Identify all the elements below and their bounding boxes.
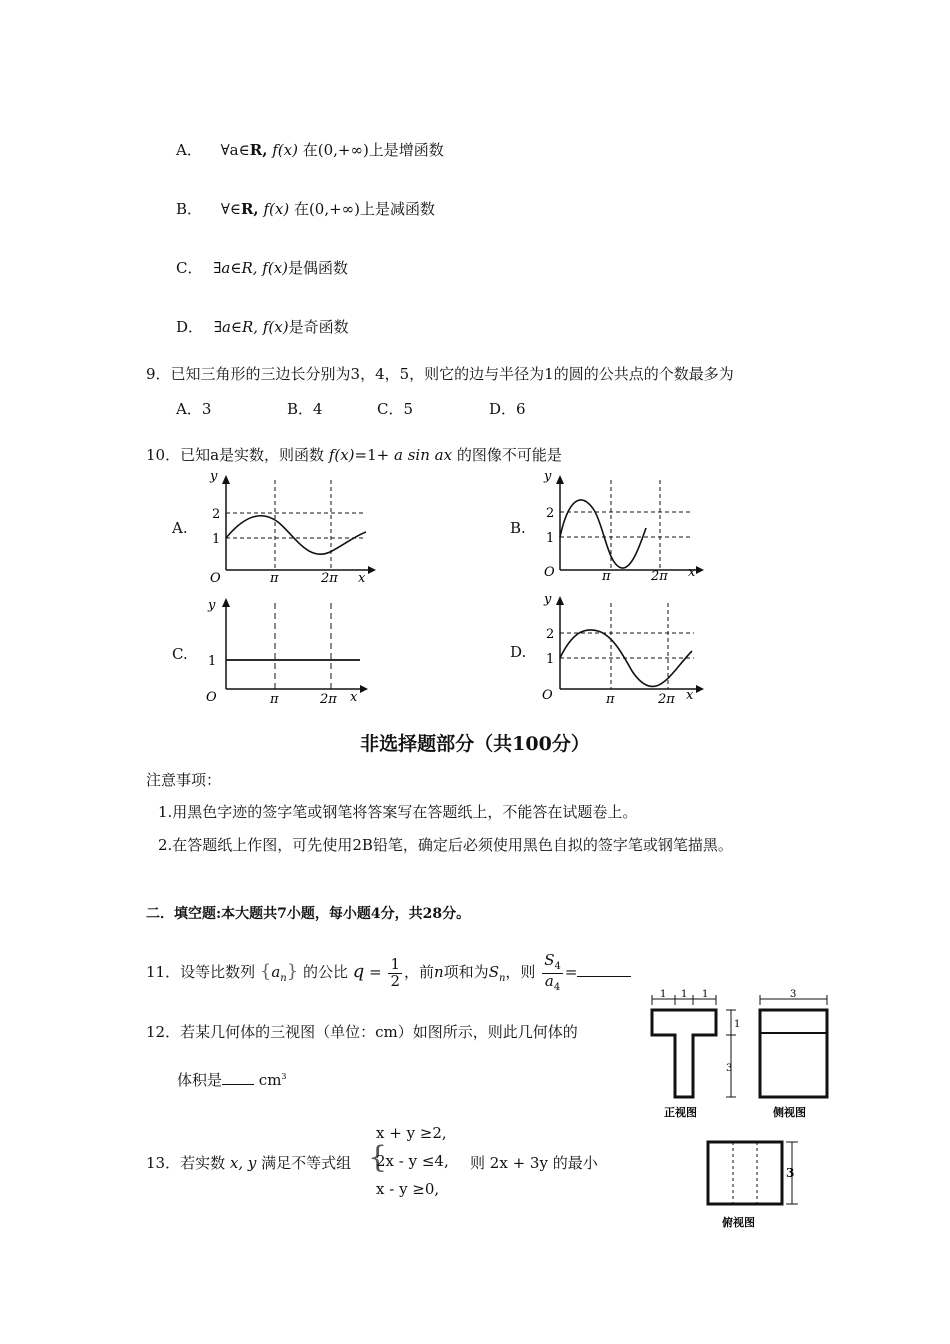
q12-unit: cm [258, 1071, 282, 1089]
q10-stem [146, 444, 562, 465]
q11-q: q [352, 961, 365, 982]
q11-eq: = [369, 963, 382, 981]
option-statement: 是偶函数 [288, 259, 349, 277]
tick-1: 1 [208, 654, 217, 669]
q9-option-a: A．3 [176, 400, 212, 418]
q11-stem: 11．设等比数列 $\{a_n\}$ 的公比 q = $\frac{1}{2}$ ，前n项和为$S_n$，则 $\frac{S_4}{a_4}$ = [146, 948, 631, 1003]
side-view-shape [760, 1010, 827, 1097]
q10-suffix: 的图像不可能是 [456, 446, 562, 464]
q10-expr: a sin ax [394, 446, 453, 464]
x-label: x [686, 688, 694, 703]
tick-pi: π [270, 692, 279, 707]
tick-pi: π [602, 569, 611, 584]
q10-prefix: 10．已知a是实数，则函数 [146, 446, 325, 464]
q11-prefix: 11．设等比数列 [146, 963, 256, 981]
y-label: y [210, 470, 218, 484]
tick-2: 2 [546, 627, 555, 642]
q11-answer-blank[interactable] [577, 976, 631, 977]
q8-option-b [176, 198, 435, 219]
frac-numerator: 1 [390, 954, 400, 973]
tick-2: 2 [212, 507, 221, 522]
graph-c-label: C. [172, 645, 188, 663]
top-view-shape [708, 1142, 782, 1204]
graph-b [536, 470, 716, 585]
y-label: y [544, 593, 552, 607]
option-quantifier: ∀a∈ [220, 141, 250, 159]
q11-ratio-text: 的公比 [302, 963, 348, 981]
x-axis-arrow [360, 685, 368, 693]
q11-s-sub: n [498, 973, 506, 984]
option-set: R, [249, 141, 268, 159]
tick-2pi: 2π [320, 692, 337, 707]
q11-then: ，则 [505, 963, 536, 981]
q12-unit-sup: 3 [281, 1072, 287, 1081]
option-label: A． [176, 141, 202, 159]
q11-mid: ，前 [403, 963, 434, 981]
three-view-figure [640, 985, 840, 1235]
q10-func: f(x) [328, 446, 355, 464]
frac-denominator-sub: 4 [553, 981, 561, 993]
graph-b-label: B. [510, 519, 526, 537]
x-label: x [350, 690, 358, 705]
q9-option-d: D．6 [489, 400, 526, 418]
q13-tail-pre: 则 [470, 1154, 486, 1172]
q11-seq-sub: n [280, 973, 287, 984]
option-label: C． [176, 259, 203, 277]
graph-c [200, 593, 380, 708]
q10-eq: =1+ [354, 446, 390, 464]
graph-a [200, 470, 380, 585]
q11-mid2: 项和为 [443, 963, 489, 981]
y-axis-arrow [556, 475, 564, 484]
section-title: 非选择题部分（共100分） [360, 733, 590, 755]
frac-numerator-sub: 4 [554, 961, 561, 972]
x-axis-arrow [368, 566, 376, 574]
tick-pi: π [606, 692, 615, 707]
y-axis-arrow [222, 598, 230, 607]
x-label: x [358, 571, 366, 585]
dim-1c: 1 [702, 989, 709, 1000]
q13-brace: { [368, 1140, 388, 1175]
frac-denominator: 2 [390, 971, 400, 990]
x-axis-arrow [696, 685, 704, 693]
y-axis-arrow [222, 475, 230, 484]
q12-volume-text: 体积是 [177, 1071, 223, 1089]
q12-line1: 12．若某几何体的三视图（单位：cm）如图所示，则此几何体的 [146, 1023, 578, 1041]
origin-label: O [544, 565, 555, 580]
tick-2: 2 [546, 506, 555, 521]
curve [226, 516, 366, 555]
tick-2pi: 2π [321, 571, 338, 585]
tick-pi: π [270, 571, 279, 585]
notes-heading: 注意事项： [146, 771, 222, 789]
q12-line2 [177, 1069, 287, 1090]
option-statement: 在(0,+∞)上是增函数 [302, 141, 444, 159]
q11-end: = [564, 963, 578, 981]
option-func: f(x) [262, 259, 289, 277]
option-func: f(x) [263, 200, 290, 218]
q11-answer-frac [542, 953, 563, 993]
q13-vars: x, y [229, 1154, 257, 1172]
tick-2pi: 2π [658, 692, 675, 707]
q12-answer-blank[interactable] [222, 1084, 254, 1085]
q9-option-c: C．5 [377, 400, 414, 418]
part2-heading: 二．填空题:本大题共7小题，每小题4分，共28分。 [146, 906, 471, 922]
front-view-shape [652, 1010, 716, 1097]
q13-ineq-2: 2x - y ≤4, [376, 1152, 449, 1170]
y-label: y [208, 598, 216, 613]
dim-1a: 1 [660, 989, 667, 1000]
dim-1-right: 1 [734, 1019, 741, 1030]
option-func: f(x) [272, 141, 298, 159]
y-axis-arrow [556, 596, 564, 605]
frac-denominator: a [544, 971, 554, 990]
q8-option-a [176, 139, 444, 160]
q13-mid: 满足不等式组 [261, 1154, 352, 1172]
option-set: R, [240, 200, 259, 218]
side-dim-3: 3 [790, 989, 797, 1000]
option-quantifier: ∃a∈R, [213, 318, 259, 336]
option-statement: 是奇函数 [288, 318, 349, 336]
y-label: y [544, 470, 552, 484]
q8-option-c [176, 257, 348, 278]
graph-d-label: D. [510, 643, 527, 661]
q13-tail [470, 1152, 598, 1173]
option-label: D． [176, 318, 204, 336]
q11-ratio-frac [388, 954, 402, 990]
side-view-caption: 侧视图 [773, 1106, 806, 1119]
tick-2pi: 2π [651, 569, 668, 584]
dim-1b: 1 [681, 989, 688, 1000]
q9-stem: 9．已知三角形的三边长分别为3，4，5，则它的边与半径为1的圆的公共点的个数最多为 [146, 365, 734, 383]
q13-tail-expr: 2x + 3y [489, 1154, 548, 1172]
tick-1: 1 [546, 531, 555, 546]
origin-label: O [210, 571, 221, 585]
graph-d [536, 593, 716, 708]
q8-option-d [176, 316, 349, 337]
q13-ineq-1: x + y ≥2, [376, 1124, 447, 1142]
q13-prefix-line [146, 1152, 351, 1173]
q11-s: S [488, 963, 499, 981]
origin-label: O [542, 688, 553, 703]
front-view-caption: 正视图 [664, 1106, 697, 1119]
option-statement: 在(0,+∞)上是减函数 [293, 200, 436, 218]
x-label: x [688, 565, 696, 580]
q13-tail-post: 的最小 [552, 1154, 598, 1172]
q13-ineq-3: x - y ≥0, [376, 1180, 440, 1198]
option-func: f(x) [262, 318, 289, 336]
q13-prefix: 13．若实数 [146, 1154, 226, 1172]
option-quantifier: ∃a∈R, [213, 259, 258, 277]
frac-numerator: S [544, 951, 555, 969]
top-dim-3: 3 [786, 1166, 795, 1180]
q11-n: n [434, 963, 444, 981]
q11-seq: a [271, 963, 281, 981]
dim-3-right: 3 [726, 1063, 733, 1074]
note-item-1: 1.用黑色字迹的签字笔或钢笔将答案写在答题纸上，不能答在试题卷上。 [158, 803, 638, 821]
tick-1: 1 [546, 652, 555, 667]
origin-label: O [206, 690, 217, 705]
graph-a-label: A. [172, 519, 188, 537]
top-view-caption: 俯视图 [722, 1216, 755, 1229]
curve [560, 500, 646, 568]
option-label: B． [176, 200, 203, 218]
x-axis-arrow [696, 566, 704, 574]
option-quantifier: ∀∈ [220, 200, 241, 218]
q9-option-b: B．4 [287, 400, 323, 418]
tick-1: 1 [212, 532, 221, 547]
note-item-2: 2.在答题纸上作图，可先使用2B铅笔，确定后必须使用黑色自拟的签字笔或钢笔描黑。 [158, 836, 733, 854]
